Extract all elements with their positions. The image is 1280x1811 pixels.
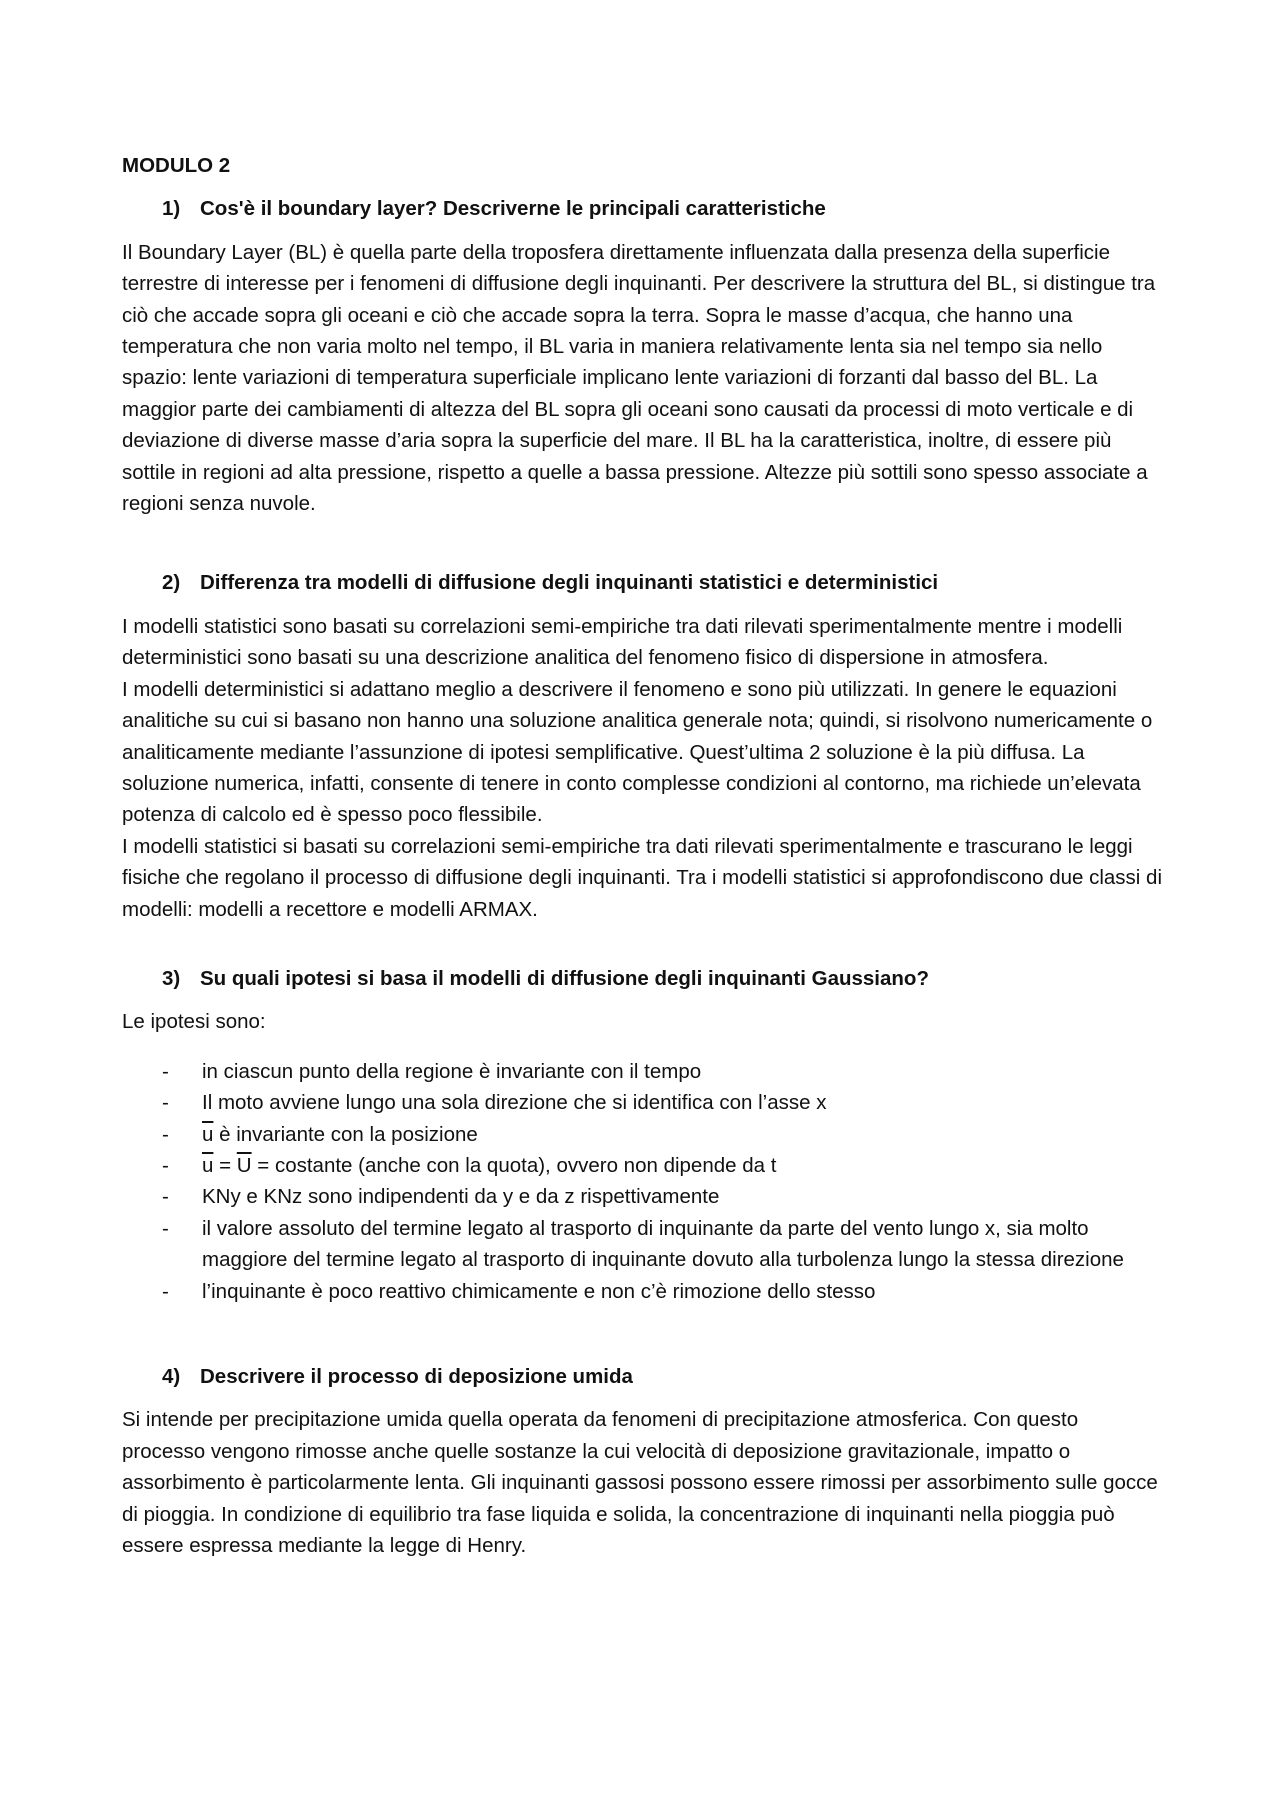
section-4 xyxy=(122,1361,1162,1561)
section-heading xyxy=(122,193,1162,224)
list-bullet: - xyxy=(162,1059,169,1083)
section-heading xyxy=(122,1361,1162,1392)
section-title: Cos'è il boundary layer? Descriverne le principali caratteristiche xyxy=(200,197,826,221)
section-number: 2) xyxy=(162,571,181,595)
mean-velocity-symbol: $\overline{u}$ xyxy=(202,1122,214,1146)
paragraph: I modelli statistici si basati su correlazioni semi-empiriche tra dati rilevati sperimentalmente e trascurano le leggi fisiche che regolano il processo di diffusione degli inquinanti. Tra i modelli statistici si approfondiscono due classi di modelli: modelli a recettore e modelli ARMAX. xyxy=(122,834,1163,921)
hypotheses-list xyxy=(122,1056,1162,1307)
mean-velocity-symbol: $\overline{u}$ xyxy=(202,1153,214,1177)
list-item-rest: è invariante con la posizione xyxy=(213,1122,478,1146)
paragraph: Il Boundary Layer (BL) è quella parte della troposfera direttamente influenzata dalla presenza della superficie terrestre di interesse per i fenomeni di diffusione degli inquinanti. Per descrivere la struttura del BL, si distingue tra ciò che accade sopra gli oceani e ciò che accade sopra la terra. Sopra le masse d’acqua, che hanno una temperatura che non varia molto nel tempo, il BL varia in maniera relativamente lenta sia nel tempo sia nello spazio: lente variazioni di temperatura superficiale implicano lente variazioni di forzanti dal basso del BL. La maggior parte dei cambiamenti di altezza del BL sopra gli oceani sono causati da processi di moto verticale e di deviazione di diverse masse d’aria sopra la superficie del mare. Il BL ha la caratteristica, inoltre, di essere più sottile in regioni ad alta pressione, rispetto a quelle a bassa pressione. Altezze più sottili sono spesso associate a regioni senza nuvole. xyxy=(122,240,1156,516)
section-heading xyxy=(122,567,1162,598)
section-number: 3) xyxy=(162,966,181,990)
section-title: Differenza tra modelli di diffusione degli inquinanti statistici e deterministici xyxy=(200,571,939,595)
equals-sign: = xyxy=(213,1153,237,1177)
section-number: 1) xyxy=(162,197,181,221)
mean-velocity-symbol-upper: $\overline{U}$ xyxy=(236,1153,252,1177)
section-heading xyxy=(122,963,1162,994)
list-item-text: il valore assoluto del termine legato al trasporto di inquinante da parte del vento lungo x, sia molto maggiore del termine legato al trasporto di inquinante dovuto alla turbolenza lungo la stessa direzione xyxy=(202,1216,1124,1272)
list-bullet: - xyxy=(162,1185,169,1209)
section-number: 4) xyxy=(162,1365,181,1388)
section-title: Su quali ipotesi si basa il modelli di diffusione degli inquinanti Gaussiano? xyxy=(200,966,929,990)
paragraph: I modelli statistici sono basati su correlazioni semi-empiriche tra dati rilevati sperimentalmente mentre i modelli deterministici sono basati su una descrizione analitica del fenomeno fisico di dispersione in atmosfera. xyxy=(122,614,1123,670)
list-item xyxy=(122,1119,1162,1150)
list-bullet: - xyxy=(162,1122,169,1146)
list-bullet: - xyxy=(162,1279,169,1303)
list-bullet: - xyxy=(162,1216,169,1240)
list-bullet: - xyxy=(162,1153,169,1177)
list-bullet: - xyxy=(162,1091,169,1115)
paragraph: I modelli deterministici si adattano meglio a descrivere il fenomeno e sono più utilizzati. In genere le equazioni analitiche su cui si basano non hanno una soluzione analitica generale nota; quindi, si risolvono numericamente o analiticamente mediante l’assunzione di ipotesi semplificative. Quest’ultima 2 soluzione è la più diffusa. La soluzione numerica, infatti, consente di tenere in conto complesse condizioni al contorno, ma richiede un’elevata potenza di calcolo ed è spesso poco flessibile. xyxy=(122,677,1153,827)
list-item xyxy=(122,1056,1162,1087)
list-item xyxy=(122,1150,1162,1181)
document-title: MODULO 2 xyxy=(122,154,231,177)
list-item-text xyxy=(202,1119,1162,1150)
list-item-text xyxy=(202,1150,1162,1181)
list-item xyxy=(122,1181,1162,1212)
list-item xyxy=(122,1087,1162,1118)
list-item-text: KNy e KNz sono indipendenti da y e da z rispettivamente xyxy=(202,1185,720,1209)
section-2 xyxy=(122,567,1162,924)
paragraph: Si intende per precipitazione umida quella operata da fenomeni di precipitazione atmosferica. Con questo processo vengono rimosse anche quelle sostanze la cui velocità di deposizione gravitazionale, impatto o assorbimento è particolarmente lenta. Gli inquinanti gassosi possono essere rimossi per assorbimento sulle gocce di pioggia. In condizione di equilibrio tra fase liquida e solida, la concentrazione di inquinanti nella pioggia può essere espressa mediante la legge di Henry. xyxy=(122,1408,1158,1558)
section-1 xyxy=(122,193,1162,519)
list-item xyxy=(122,1213,1162,1276)
document-page xyxy=(122,150,1162,1561)
list-item-text: l’inquinante è poco reattivo chimicamente e non c’è rimozione dello stesso xyxy=(202,1279,876,1303)
list-intro: Le ipotesi sono: xyxy=(122,1010,266,1034)
list-item-text: Il moto avviene lungo una sola direzione che si identifica con l’asse x xyxy=(202,1091,827,1115)
section-3 xyxy=(122,963,1162,1307)
section-title: Descrivere il processo di deposizione umida xyxy=(200,1365,633,1388)
list-item-rest: = costante (anche con la quota), ovvero non dipende da t xyxy=(251,1153,777,1177)
list-item xyxy=(122,1276,1162,1307)
list-item-text: in ciascun punto della regione è invariante con il tempo xyxy=(202,1059,702,1083)
